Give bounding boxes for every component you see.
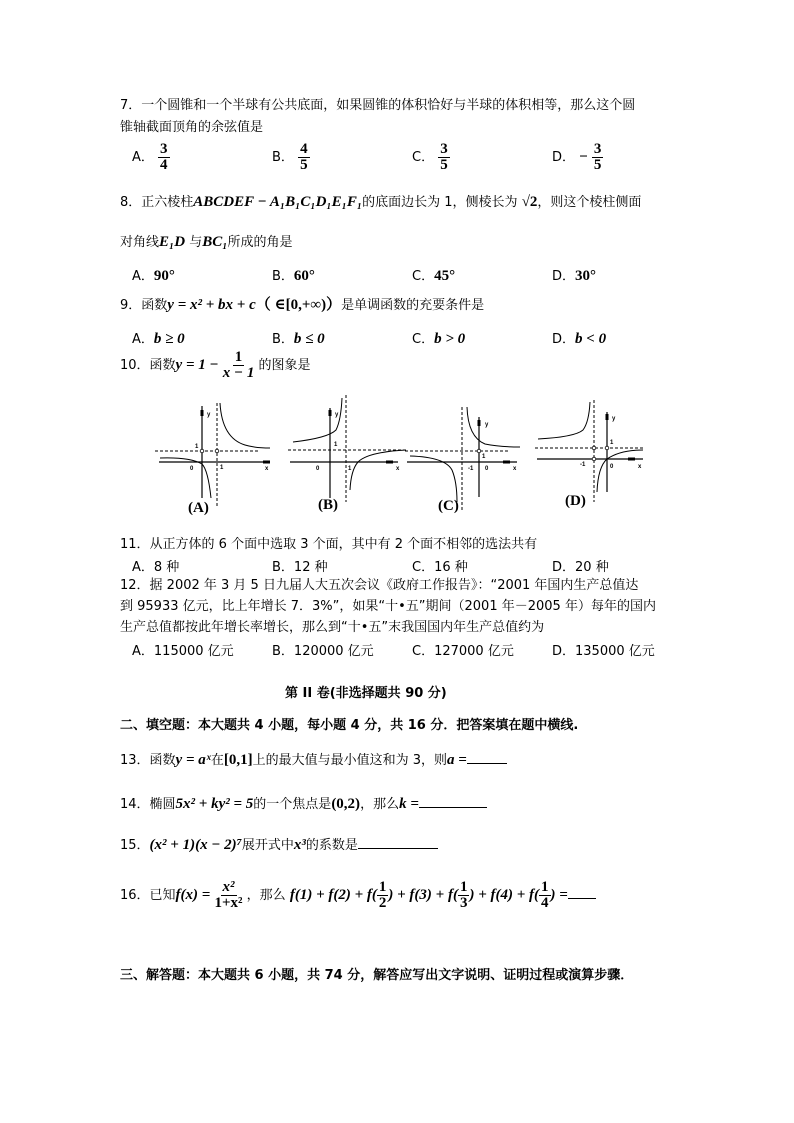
q7-option-c: C． $\frac{3}{5}$ [412, 141, 448, 173]
q11-option-b: B．12 种 [272, 560, 328, 575]
graph-d-label: (D) [565, 493, 586, 509]
q12-option-a: A．115000 亿元 [132, 644, 234, 659]
q9-option-a: A．b ≥ 0 [132, 331, 185, 347]
q9-option-b: B．b ≤ 0 [272, 331, 325, 347]
svg-text:0: 0 [610, 464, 614, 470]
q12-option-b: B．120000 亿元 [272, 644, 374, 659]
answer-blank[interactable] [568, 886, 596, 899]
q12-line2: 到 95933 亿元，比上年增长 7．3%”，如果“十•五”期间（2001 年－2005 年）每年的国内 [120, 599, 656, 614]
answer-blank[interactable] [419, 795, 487, 808]
svg-text:1: 1 [482, 454, 486, 460]
graph-b-label: (B) [318, 497, 338, 513]
answer-blank[interactable] [467, 751, 507, 764]
q8-option-c: C．45° [412, 268, 456, 284]
svg-text:-1: -1 [468, 466, 474, 472]
graph-b [288, 390, 408, 505]
fraction: $\frac{3}{4}$ [160, 141, 168, 173]
q8-line2: 对角线E₁D 与BC₁所成的角是 [120, 234, 293, 250]
q12-option-d: D．135000 亿元 [552, 644, 655, 659]
svg-text:1: 1 [348, 466, 352, 472]
q11-option-a: A．8 种 [132, 560, 180, 575]
q7-option-d: D． − $\frac{3}{5}$ [552, 141, 602, 173]
graph-c-label: (C) [438, 498, 459, 514]
q8-line1: 8．正六棱柱ABCDEF − A₁B₁C₁D₁E₁F₁的底面边长为 1，侧棱长为 √2，则这个棱柱侧面 [120, 194, 642, 210]
graph-a-label: (A) [188, 500, 209, 516]
q9-stem: 9．函数y = x² + bx + c（ ∈[0,+∞)）是单调函数的充要条件是 [120, 297, 485, 313]
svg-text:0: 0 [485, 466, 489, 472]
svg-text:y: y [207, 412, 211, 418]
q7-line2: 锥轴截面顶角的余弦值是 [120, 120, 264, 135]
part2-title: 第 II 卷(非选择题共 90 分) [285, 686, 447, 701]
graph-c [405, 402, 525, 512]
svg-text:y: y [612, 416, 616, 422]
svg-text:0: 0 [316, 466, 320, 472]
q12-option-c: C．127000 亿元 [412, 644, 514, 659]
svg-text:y: y [335, 412, 339, 418]
q9-option-c: C．b > 0 [412, 331, 466, 347]
q7-line1: 7．一个圆锥和一个半球有公共底面，如果圆锥的体积恰好与半球的体积相等，那么这个圆 [120, 98, 636, 113]
fraction: $\frac{1}{2}$ [378, 879, 387, 911]
svg-text:x: x [265, 466, 269, 472]
answer-blank[interactable] [358, 836, 438, 849]
q9-option-d: D．b < 0 [552, 331, 607, 347]
q10-stem: 10．函数y = 1 − $\frac{1}{x - 1}$ 的图象是 [120, 349, 311, 381]
fraction: $\frac{1}{x - 1}$ [222, 349, 255, 381]
fraction: $\frac{3}{5}$ [440, 141, 448, 173]
svg-text:x: x [513, 466, 517, 472]
q7-option-b: B． $\frac{4}{5}$ [272, 141, 308, 173]
svg-text:1: 1 [195, 444, 199, 450]
q8-option-d: D．30° [552, 268, 597, 284]
section2-heading: 二、填空题：本大题共 4 小题，每小题 4 分，共 16 分．把答案填在题中横线. [120, 718, 579, 733]
q15-stem: 15．(x² + 1)(x − 2)⁷展开式中x³的系数是 [120, 836, 438, 855]
q13-stem: 13．函数y = aˣ在[0,1]上的最大值与最小值这和为 3，则a = [120, 751, 507, 770]
q11-option-d: D．20 种 [552, 560, 609, 575]
graph-a [155, 398, 275, 508]
q11-option-c: C．16 种 [412, 560, 468, 575]
svg-text:x: x [396, 466, 400, 472]
svg-text:-1: -1 [580, 462, 586, 468]
svg-text:1: 1 [334, 442, 338, 448]
q8-option-b: B．60° [272, 268, 315, 284]
q7-option-a: A． $\frac{3}{4}$ [132, 141, 168, 173]
svg-text:x: x [638, 464, 642, 470]
svg-text:1: 1 [220, 465, 224, 471]
svg-text:1: 1 [610, 440, 614, 446]
q16-stem: 16．已知f(x) = $\frac{\text{x²}}{\text{1+x²}}$ ，那么 f(1) + f(2) + f( $\frac{1}{2}$ ) + f(3) + f( $\frac{1}{3}$ ) + f(4) + f( $\frac{1}{4}$ ) = [120, 880, 596, 911]
graph-d [535, 392, 645, 507]
svg-text:0: 0 [190, 466, 194, 472]
fraction: $\frac{3}{5}$ [593, 141, 602, 173]
q11-stem: 11．从正方体的 6 个面中选取 3 个面，其中有 2 个面不相邻的选法共有 [120, 537, 538, 552]
q12-line3: 生产总值都按此年增长率增长，那么到“十•五”末我国国内年生产总值约为 [120, 620, 545, 635]
q12-line1: 12．据 2002 年 3 月 5 日九届人大五次会议《政府工作报告》：“2001 年国内生产总值达 [120, 578, 639, 593]
fraction: $\frac{1}{4}$ [541, 879, 549, 911]
svg-text:y: y [485, 422, 489, 428]
q14-stem: 14．椭圆5x² + ky² = 5的一个焦点是(0,2)，那么k = [120, 795, 487, 814]
q8-option-a: A．90° [132, 268, 175, 284]
fraction: $\frac{1}{3}$ [459, 879, 468, 911]
fraction: $\frac{\text{x²}}{\text{1+x²}}$ [214, 879, 243, 911]
section3-heading: 三、解答题：本大题共 6 小题，共 74 分，解答应写出文字说明、证明过程或演算步骤． [120, 968, 634, 983]
fraction: $\frac{4}{5}$ [300, 141, 308, 173]
